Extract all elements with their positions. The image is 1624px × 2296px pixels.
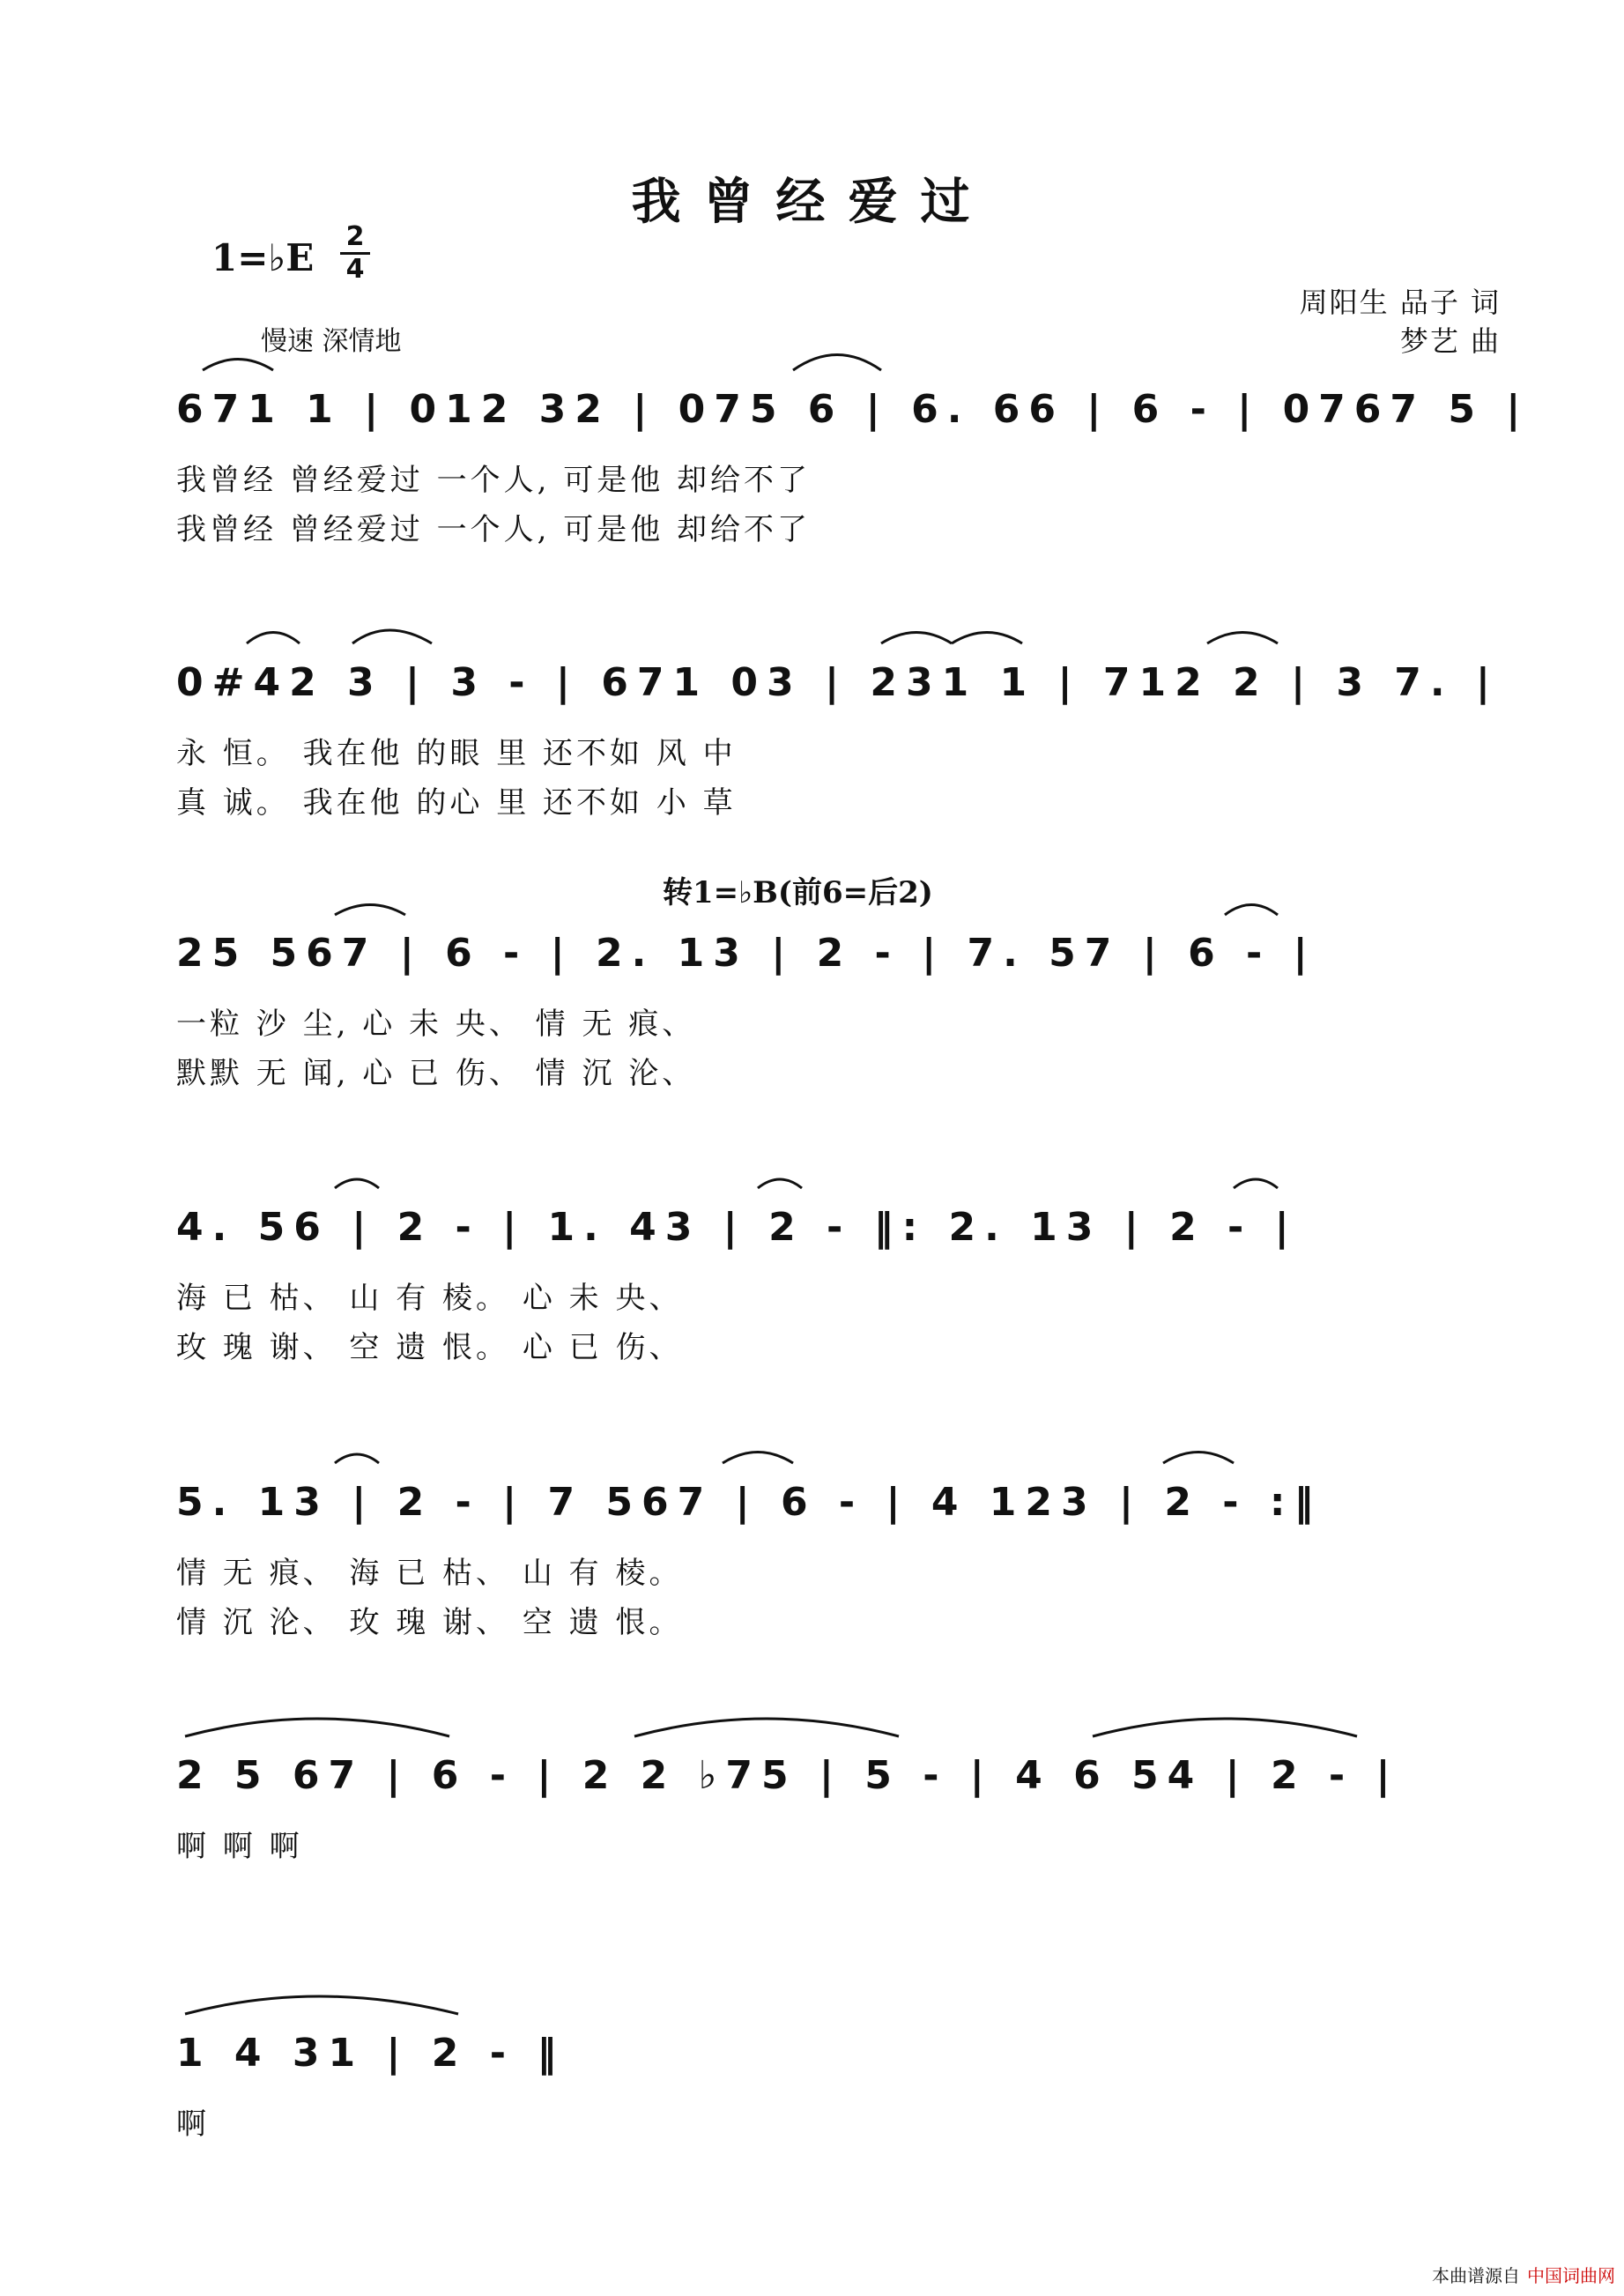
- slur-mark: [952, 633, 1022, 644]
- slur-mark: [185, 1719, 449, 1736]
- footer-source-label: 本曲谱源自: [1432, 2265, 1520, 2286]
- lyrics-verse1-line-3: 一粒 沙 尘, 心 未 央、 情 无 痕、: [176, 1007, 696, 1042]
- slur-mark: [1234, 1179, 1278, 1188]
- slur-mark: [335, 905, 405, 916]
- footer-site-link[interactable]: 中国词曲网: [1527, 2265, 1615, 2286]
- slur-mark: [634, 1719, 899, 1736]
- lyrics-verse1-line-5: 情 无 痕、 海 已 枯、 山 有 棱。: [176, 1556, 683, 1591]
- slur-mark: [247, 633, 300, 644]
- slur-mark: [881, 633, 952, 644]
- slur-mark: [758, 1179, 802, 1188]
- lyricist-credit: 周阳生 品子 词: [1299, 286, 1501, 319]
- slur-mark: [1093, 1719, 1357, 1736]
- lyrics-verse1-line-2: 永 恒。 我在他 的眼 里 还不如 风 中: [176, 736, 737, 771]
- meter-top: 2: [340, 222, 370, 255]
- slur-mark: [185, 1996, 458, 2014]
- notes-line-2: 0#42 3 | 3 - | 671 03 | 231 1 | 712 2 | 3 7. |: [176, 660, 1499, 705]
- slur-mark: [1225, 905, 1278, 916]
- slur-mark: [723, 1453, 793, 1464]
- meter-bottom: 4: [345, 254, 365, 285]
- notes-line-1: 671 1 | 012 32 | 075 6 | 6. 66 | 6 - | 0767 5 |: [176, 387, 1530, 432]
- composer-credit: 梦艺 曲: [1399, 324, 1501, 358]
- modulation-marking: 转1=♭B(前6=后2): [663, 875, 933, 910]
- slur-mark: [335, 1454, 379, 1463]
- lyrics-verse1-line-4: 海 已 枯、 山 有 棱。 心 未 央、: [176, 1281, 683, 1316]
- notes-line-5: 5. 13 | 2 - | 7 567 | 6 - | 4 123 | 2 - :‖: [176, 1480, 1323, 1525]
- lyrics-verse2-line-5: 情 沉 沦、 玫 瑰 谢、 空 遗 恨。: [176, 1605, 683, 1640]
- slur-mark: [203, 360, 273, 371]
- lyrics-verse1-line-7: 啊: [176, 2107, 210, 2142]
- slur-mark: [793, 355, 881, 371]
- lyrics-verse2-line-2: 真 诚。 我在他 的心 里 还不如 小 草: [176, 785, 737, 821]
- tempo-marking: 慢速 深情地: [261, 326, 402, 357]
- slur-mark: [1163, 1453, 1234, 1464]
- lyrics-verse1-line-6: 啊 啊 啊: [176, 1829, 303, 1864]
- notes-line-4: 4. 56 | 2 - | 1. 43 | 2 - ‖: 2. 13 | 2 - |: [176, 1205, 1298, 1250]
- song-title: 我曾经爱过: [631, 174, 993, 231]
- slur-mark: [335, 1179, 379, 1188]
- slur-mark: [1207, 633, 1278, 644]
- source-footer: [1432, 2262, 1615, 2287]
- key-signature: 1=♭E: [211, 236, 315, 279]
- slur-mark: [352, 630, 432, 643]
- lyrics-verse2-line-3: 默默 无 闻, 心 已 伤、 情 沉 沦、: [176, 1056, 696, 1091]
- notes-line-7: 1 4 31 | 2 - ‖: [176, 2031, 566, 2076]
- lyrics-verse2-line-1: 我曾经 曾经爱过 一个人, 可是他 却给不了: [176, 512, 812, 547]
- notes-line-3: 25 567 | 6 - | 2. 13 | 2 - | 7. 57 | 6 - |: [176, 931, 1316, 976]
- lyrics-verse2-line-4: 玫 瑰 谢、 空 遗 恨。 心 已 伤、: [176, 1330, 683, 1365]
- notes-line-6: 2 5 67 | 6 - | 2 2 ♭75 | 5 - | 4 6 54 | 2 - |: [176, 1753, 1399, 1798]
- lyrics-verse1-line-1: 我曾经 曾经爱过 一个人, 可是他 却给不了: [176, 463, 812, 498]
